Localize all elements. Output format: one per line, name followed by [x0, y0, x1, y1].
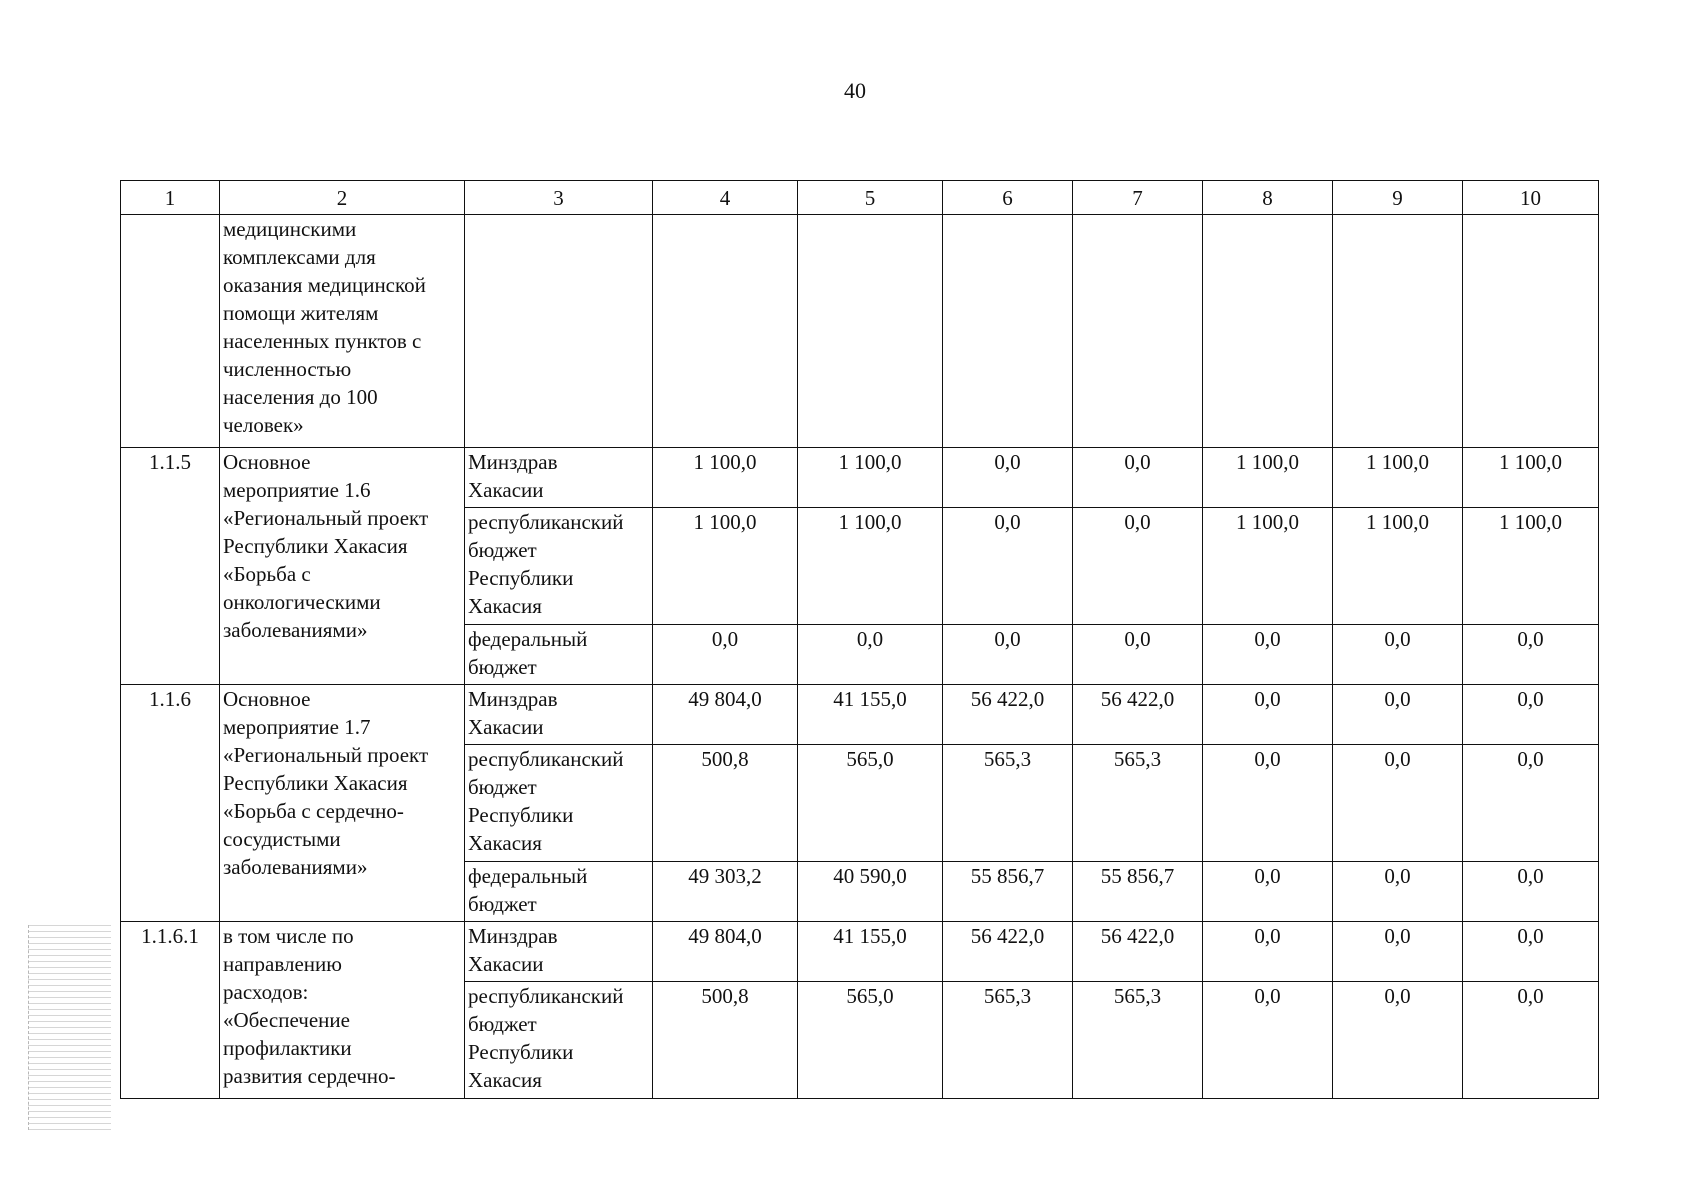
source-cell: республиканский бюджет Республики Хакасия [465, 745, 653, 862]
value-cell: 0,0 [1203, 685, 1333, 745]
value-cell: 0,0 [1203, 745, 1333, 862]
value-cell: 49 804,0 [653, 922, 798, 982]
value-cell: 565,0 [798, 982, 943, 1099]
value-cell [798, 215, 943, 448]
value-cell: 565,3 [1073, 982, 1203, 1099]
table-row [121, 685, 1599, 745]
value-cell: 0,0 [1463, 982, 1599, 1099]
source-cell: республиканский бюджет Республики Хакасия [465, 508, 653, 625]
row-number-cell [121, 215, 220, 448]
value-cell: 565,0 [798, 745, 943, 862]
value-cell: 0,0 [943, 448, 1073, 508]
value-cell: 0,0 [1333, 982, 1463, 1099]
source-cell: Минздрав Хакасии [465, 685, 653, 745]
value-cell: 565,3 [943, 982, 1073, 1099]
header-cell: 2 [220, 181, 465, 215]
header-cell: 6 [943, 181, 1073, 215]
row-number-cell: 1.1.6 [121, 685, 220, 922]
value-cell: 55 856,7 [1073, 862, 1203, 922]
value-cell: 0,0 [1463, 745, 1599, 862]
value-cell: 56 422,0 [1073, 922, 1203, 982]
value-cell: 0,0 [1333, 922, 1463, 982]
header-cell: 1 [121, 181, 220, 215]
value-cell [943, 215, 1073, 448]
value-cell: 49 804,0 [653, 685, 798, 745]
value-cell [1203, 215, 1333, 448]
value-cell: 0,0 [1333, 862, 1463, 922]
value-cell: 500,8 [653, 745, 798, 862]
activity-name-cell: Основное мероприятие 1.7 «Региональный проект Республики Хакасия «Борьба с сердечно- сосудистыми заболеваниями» [220, 685, 465, 922]
value-cell: 565,3 [1073, 745, 1203, 862]
source-cell: Минздрав Хакасии [465, 922, 653, 982]
value-cell: 0,0 [943, 625, 1073, 685]
value-cell: 1 100,0 [1203, 448, 1333, 508]
value-cell: 0,0 [943, 508, 1073, 625]
value-cell: 0,0 [1463, 922, 1599, 982]
row-number-cell: 1.1.5 [121, 448, 220, 685]
value-cell: 0,0 [1203, 862, 1333, 922]
budget-table [120, 180, 1599, 1099]
source-cell: федеральный бюджет [465, 625, 653, 685]
source-cell: Минздрав Хакасии [465, 448, 653, 508]
value-cell: 1 100,0 [653, 508, 798, 625]
activity-name-cell: медицинскими комплексами для оказания медицинской помощи жителям населенных пунктов с численностью населения до 100 человек» [220, 215, 465, 448]
row-number-cell: 1.1.6.1 [121, 922, 220, 1099]
value-cell [1333, 215, 1463, 448]
value-cell: 56 422,0 [943, 685, 1073, 745]
value-cell: 0,0 [1203, 922, 1333, 982]
value-cell: 0,0 [1073, 448, 1203, 508]
value-cell: 1 100,0 [1203, 508, 1333, 625]
source-cell: республиканский бюджет Республики Хакасия [465, 982, 653, 1099]
source-cell: федеральный бюджет [465, 862, 653, 922]
value-cell: 55 856,7 [943, 862, 1073, 922]
value-cell: 56 422,0 [943, 922, 1073, 982]
header-cell: 7 [1073, 181, 1203, 215]
value-cell: 41 155,0 [798, 685, 943, 745]
header-row [121, 181, 1599, 215]
value-cell [653, 215, 798, 448]
value-cell: 40 590,0 [798, 862, 943, 922]
value-cell: 0,0 [798, 625, 943, 685]
header-cell: 5 [798, 181, 943, 215]
value-cell: 1 100,0 [798, 448, 943, 508]
value-cell: 0,0 [1463, 862, 1599, 922]
stamp-mark [28, 925, 111, 1130]
value-cell: 49 303,2 [653, 862, 798, 922]
header-cell: 3 [465, 181, 653, 215]
value-cell: 0,0 [1073, 508, 1203, 625]
activity-name-cell: Основное мероприятие 1.6 «Региональный проект Республики Хакасия «Борьба с онкологическими заболеваниями» [220, 448, 465, 685]
header-cell: 4 [653, 181, 798, 215]
value-cell: 41 155,0 [798, 922, 943, 982]
value-cell: 1 100,0 [798, 508, 943, 625]
value-cell: 0,0 [1463, 685, 1599, 745]
value-cell: 1 100,0 [1463, 448, 1599, 508]
header-cell: 9 [1333, 181, 1463, 215]
header-cell: 10 [1463, 181, 1599, 215]
value-cell: 500,8 [653, 982, 798, 1099]
value-cell: 565,3 [943, 745, 1073, 862]
table-row [121, 215, 1599, 448]
value-cell: 0,0 [1463, 625, 1599, 685]
value-cell: 1 100,0 [1463, 508, 1599, 625]
table-row [121, 922, 1599, 982]
activity-name-cell: в том числе по направлению расходов: «Обеспечение профилактики развития сердечно- [220, 922, 465, 1099]
value-cell [1463, 215, 1599, 448]
table-row [121, 448, 1599, 508]
source-cell [465, 215, 653, 448]
value-cell: 56 422,0 [1073, 685, 1203, 745]
value-cell: 0,0 [1333, 745, 1463, 862]
value-cell: 0,0 [653, 625, 798, 685]
value-cell: 1 100,0 [1333, 508, 1463, 625]
value-cell: 0,0 [1203, 625, 1333, 685]
value-cell [1073, 215, 1203, 448]
page-number: 40 [844, 78, 866, 103]
value-cell: 0,0 [1073, 625, 1203, 685]
header-cell: 8 [1203, 181, 1333, 215]
value-cell: 1 100,0 [653, 448, 798, 508]
value-cell: 0,0 [1333, 625, 1463, 685]
value-cell: 0,0 [1333, 685, 1463, 745]
value-cell: 0,0 [1203, 982, 1333, 1099]
value-cell: 1 100,0 [1333, 448, 1463, 508]
